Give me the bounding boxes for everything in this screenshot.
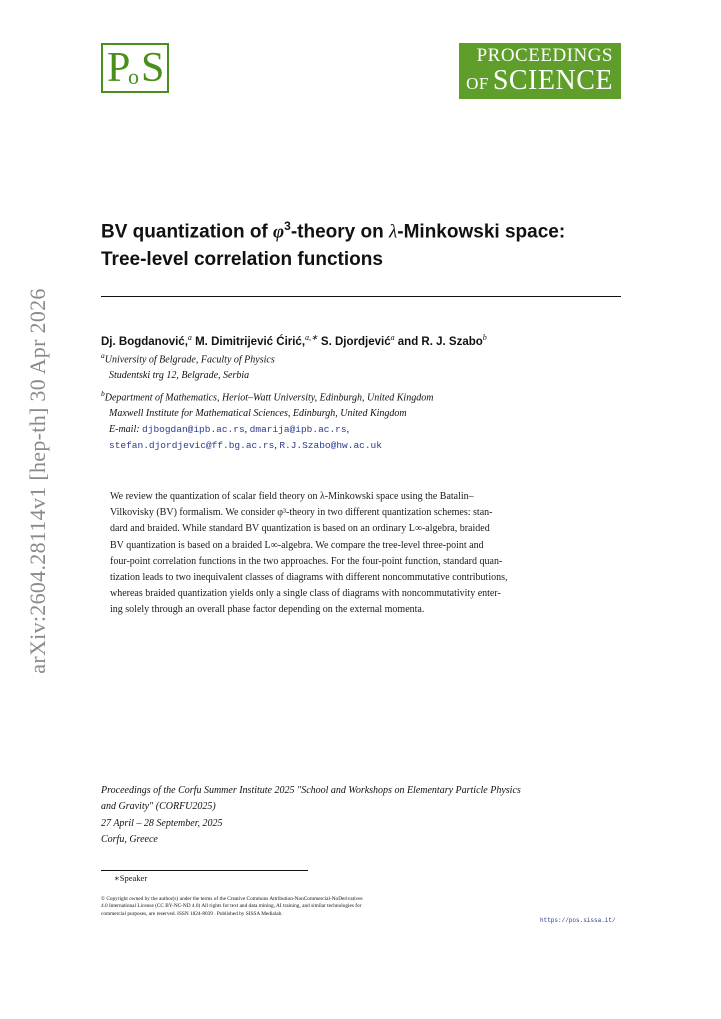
copyright-line: commercial purposes, are reserved. ISSN 1824-8039 . Published by SISSA Medialab. [101, 910, 283, 917]
author-1: Dj. Bogdanović, [101, 335, 188, 348]
abstract-line: BV quantization is based on a braided L∞-algebra. We compare the tree-level three-point and [110, 539, 484, 551]
logo-letter-s: S [141, 45, 165, 91]
abstract-line: We review the quantization of scalar field theory on λ-Minkowski space using the Batalin– [110, 491, 474, 502]
abstract-line: whereas braided quantization yields only a single class of diagrams with noncommutativity enter- [110, 588, 501, 600]
author-1-sup: a [187, 333, 192, 342]
affil-a-line2: Studentski trg 12, Belgrade, Serbia [109, 370, 250, 382]
arxiv-stamp: arXiv:2604.28114v1 [hep-th] 30 Apr 2026 [25, 288, 50, 674]
author-4: and R. J. Szabo [394, 335, 483, 348]
proc-line: 27 April – 28 September, 2025 [101, 817, 223, 829]
affil-a-line1: University of Belgrade, Faculty of Physics [104, 354, 275, 366]
title-lambda: λ [389, 221, 398, 243]
author-4-sup: b [482, 333, 487, 342]
proc-line: and Gravity" (CORFU2025) [101, 801, 216, 813]
abstract-line: ing solely through an overall phase factor depending on the external momenta. [110, 604, 425, 616]
abstract-line: Vilkovisky (BV) formalism. We consider φ³-theory in two different quantization schemes: stan- [110, 507, 493, 519]
title-rule [101, 296, 621, 297]
title-phi: φ [273, 221, 285, 243]
author-list [101, 333, 621, 348]
proc-line: Proceedings of the Corfu Summer Institute 2025 "School and Workshops on Elementary Particle Physics [101, 785, 521, 796]
copyright-line: © Copyright owned by the author(s) under the terms of the Creative Commons Attribution-NonCommercial-NoDerivatives [101, 896, 363, 902]
author-2-sup: a,∗ [305, 333, 318, 342]
banner-line1: PROCEEDINGS [476, 45, 613, 66]
abstract [110, 489, 603, 619]
title-pre: BV quantization of [101, 221, 274, 243]
author-2: M. Dimitrijević Ćirić, [191, 335, 306, 348]
affil-b-line2: Maxwell Institute for Mathematical Sciences, Edinburgh, United Kingdom [109, 408, 407, 420]
affiliation-a [101, 348, 275, 384]
affiliation-b [101, 386, 433, 454]
email-link-1[interactable]: djbogdan@ipb.ac.rs [142, 424, 245, 436]
proc-line: Corfu, Greece [101, 833, 158, 845]
proceedings-info [101, 783, 621, 848]
title-mid: -theory on [290, 221, 390, 243]
banner-science: SCIENCE [492, 65, 613, 96]
pos-url-link[interactable]: https://pos.sissa.it/ [540, 917, 616, 924]
banner-line2 [466, 65, 613, 97]
affil-b-line1: Department of Mathematics, Heriot–Watt University, Edinburgh, United Kingdom [104, 392, 434, 404]
paper-title [101, 212, 621, 274]
copyright-line: 4.0 International License (CC BY-NC-ND 4.0) All rights for text and data mining, AI training, and similar technologies for [101, 903, 362, 910]
logo-letter-p: P [107, 45, 131, 91]
title-exp: 3 [284, 219, 291, 233]
copyright-notice [101, 896, 491, 918]
author-3-sup: a [390, 333, 395, 342]
affil-a-sup: a [101, 351, 105, 360]
abstract-line: four-point correlation functions in the two approaches. For the four-point function, standard quan- [110, 555, 503, 567]
email-link-2[interactable]: dmarija@ipb.ac.rs [249, 424, 347, 436]
logo-letter-o: o [128, 64, 139, 89]
email-line2: stefan.djordjevic@ff.bg.ac.rs, R.J.Szabo@hw.ac.uk [109, 440, 382, 452]
email-link-4[interactable]: R.J.Szabo@hw.ac.uk [279, 440, 382, 452]
pos-logo [101, 43, 169, 93]
author-3: S. Djordjević [317, 335, 391, 348]
footnote-rule [101, 870, 308, 871]
email-label: E-mail: [109, 424, 140, 436]
email-line1: E-mail: djbogdan@ipb.ac.rs, dmarija@ipb.ac.rs, [109, 424, 350, 436]
title-line2: Tree-level correlation functions [101, 249, 383, 271]
footnote-speaker: ∗Speaker [114, 873, 148, 883]
abstract-line: tization leads to two inequivalent classes of diagrams with different noncommutative contributions, [110, 572, 508, 584]
affil-b-sup: b [101, 389, 105, 398]
banner-of: OF [466, 74, 489, 93]
title-line1 [101, 212, 621, 246]
abstract-line: dard and braided. While standard BV quantization is based on an ordinary L∞-algebra, braided [110, 523, 490, 535]
proceedings-banner [459, 43, 621, 99]
email-link-3[interactable]: stefan.djordjevic@ff.bg.ac.rs [109, 440, 275, 452]
title-post: -Minkowski space: [397, 221, 566, 243]
